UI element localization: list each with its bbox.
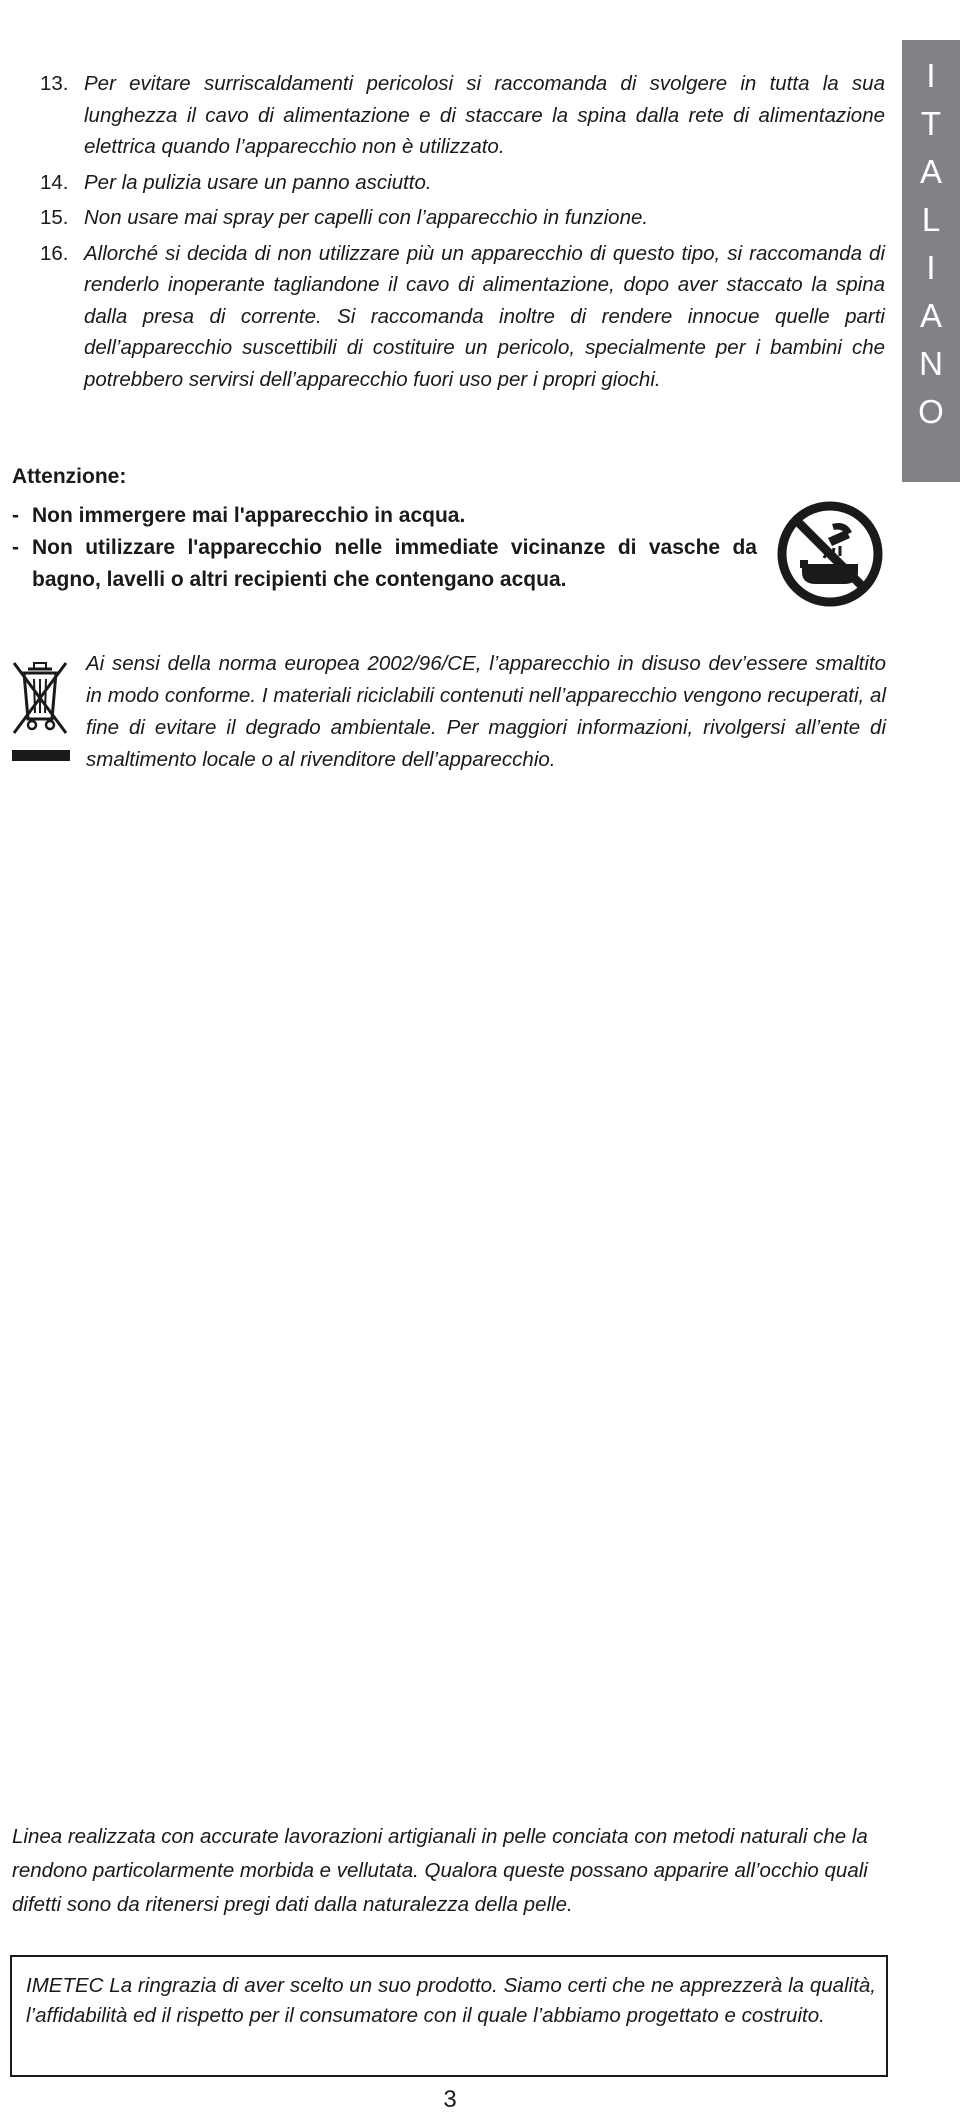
list-item-text: Allorché si decida di non utilizzare più un apparecchio di questo tipo, si raccomanda di renderlo inoperante tagliandone il cavo di alimentazione, dopo aver staccato la spina dalla presa di corrente. Si raccomanda inoltre di rendere innocue quelle parti dell’apparecchio suscettibili di costituire un pericolo, specialmente per i bambini che potrebbero servirsi dell’apparecchio fuori uso per i propri giochi. [84,241,885,391]
crossed-bin-icon [8,655,72,765]
list-item-text: Per la pulizia usare un panno asciutto. [84,170,432,194]
leather-note: Linea realizzata con accurate lavorazioni artigianali in pelle conciata con metodi naturali che la rendono particolarmente morbida e vellutata. Qualora queste possano apparire all’occhio quali difetti sono da ritenersi pregi dati dalla naturalezza della pelle. [12,1825,868,1916]
list-item-number: 13. [40,72,69,95]
thanks-box [10,1955,888,2077]
warning-item-text: Non immergere mai l'apparecchio in acqua. [32,504,466,527]
warning-title: Attenzione: [12,465,127,488]
safety-instructions-list [40,68,885,395]
thanks-text: IMETEC La ringrazia di aver scelto un suo prodotto. Siamo certi che ne apprezzerà la qualità, l’affidabilità ed il rispetto per il consumatore con il quale l’abbiamo progettato e costruito. [26,1974,876,2027]
list-item-number: 15. [40,206,69,229]
language-tab-letter: T [920,105,942,142]
language-tab-letter: I [926,249,936,286]
language-tab-letter: A [919,153,942,190]
warning-item [12,532,757,596]
language-tab-letter: I [926,57,936,94]
language-tab-letter: L [921,201,941,238]
warning-item-text: Non utilizzare l'apparecchio nelle immediate vicinanze di vasche da bagno, lavelli o altri recipienti che contengano acqua. [32,536,757,591]
no-shower-bath-icon [776,500,884,608]
warning-item-dash: - [12,536,19,559]
list-item [40,167,885,199]
list-item [40,68,885,163]
language-tab-letter: A [919,297,942,334]
list-item-text: Per evitare surriscaldamenti pericolosi si raccomanda di svolgere in tutta la sua lunghezza il cavo di alimentazione e di staccare la spina dalla rete di alimentazione elettrica quando l’apparecchio non è utilizzato. [84,72,885,158]
page-number: 3 [443,2086,457,2113]
language-tab-letter: O [918,393,944,430]
warning-item-dash: - [12,504,19,527]
list-item [40,202,885,234]
disposal-notice: Ai sensi della norma europea 2002/96/CE, l’apparecchio in disuso dev’essere smaltito in modo conforme. I materiali riciclabili contenuti nell’apparecchio vengono recuperati, al fine di evitare il degrado ambientale. Per maggiori informazioni, rivolgersi all’ente di smaltimento locale o al rivenditore dell’apparecchio. [86,652,886,771]
list-item-text: Non usare mai spray per capelli con l’apparecchio in funzione. [84,206,649,229]
list-item [40,238,885,396]
warning-item [12,500,757,532]
warning-list [12,500,757,596]
list-item-number: 16. [40,241,69,265]
list-item-number: 14. [40,170,69,194]
language-tab-letter: N [919,345,943,382]
language-tab [902,40,960,482]
